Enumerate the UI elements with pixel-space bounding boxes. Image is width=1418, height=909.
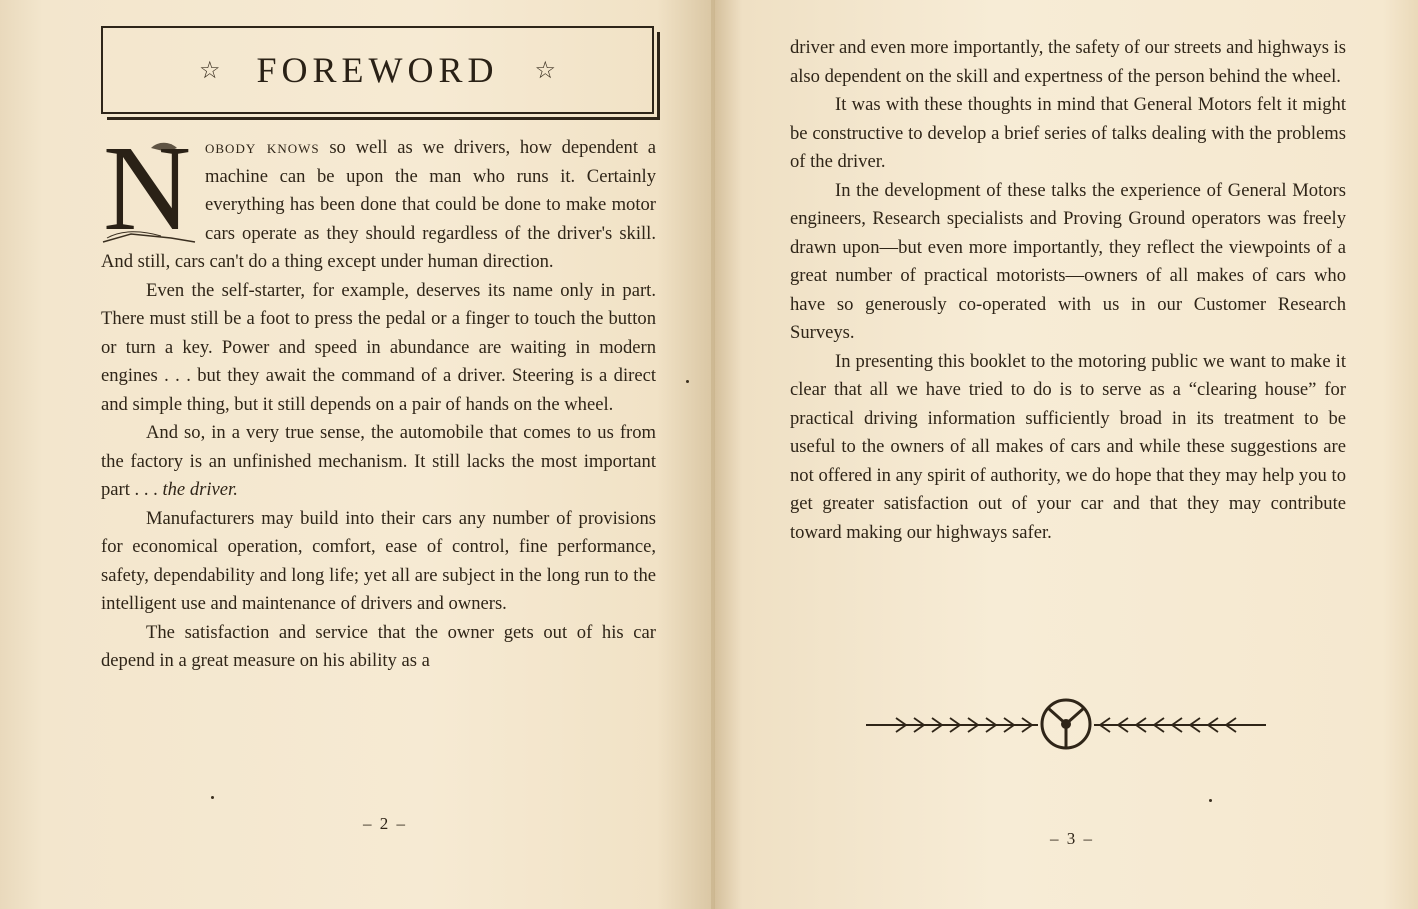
paragraph	[101, 121, 656, 277]
opening-smallcaps: obody knows	[205, 137, 320, 158]
paragraph-text: And so, in a very true sense, the automobile that comes to us from the factory is an unfinished mechanism. It still lacks the most important part . . .	[101, 422, 656, 500]
paper-speck	[686, 380, 689, 383]
paper-speck	[1209, 799, 1212, 802]
paragraph: In the development of these talks the experience of General Motors engineers, Research specialists and Proving Ground operators was freely drawn upon—but even more importantly, they reflect the viewpoints of a great number of practical motorists—owners of all makes of cars who have so generously co-operated with us in our Customer Research Surveys.	[790, 179, 1346, 343]
paragraph: It was with these thoughts in mind that General Motors felt it might be constructive to develop a brief series of talks dealing with the problems of the driver.	[790, 94, 1346, 172]
italic-emphasis: the driver.	[162, 479, 238, 500]
star-icon: ☆	[198, 56, 221, 84]
paragraph: Even the self-starter, for example, deserves its name only in part. There must still be a foot to press the pedal or a finger to touch the button or turn a key. Power and speed in abundance are waiting in modern engines . . . but they await the command of a driver. Steering is a direct and simple thing, but it still depends on a pair of hands on the wheel.	[101, 279, 656, 415]
foreword-title-box	[101, 26, 654, 114]
page-title: FOREWORD	[256, 50, 499, 90]
paragraph: Manufacturers may build into their cars any number of provisions for economical operation, comfort, ease of control, fine performance, safety, dependability and long life; yet all are subject in the long run to the intelligent use and maintenance of drivers and owners.	[101, 507, 656, 614]
page-number-right: – 3 –	[1050, 829, 1094, 848]
decorative-dropcap	[101, 121, 197, 256]
paper-speck	[211, 796, 214, 799]
paragraph: In presenting this booklet to the motoring public we want to make it clear that all we have tried to do is to serve as a “clearing house” for practical driving information sufficiently broad in its treatment to be useful to the owners of all makes of cars and while these suggestions are not offered in any spirit of authority, we do hope that they may help you to get greater satisfaction out of your car and that they may contribute toward making our highways safer.	[790, 350, 1346, 543]
right-page-text	[790, 34, 1346, 547]
paragraph	[101, 419, 656, 505]
star-icon: ☆	[534, 56, 557, 84]
paragraph: The satisfaction and service that the owner gets out of his car depend in a great measure on his ability as a	[101, 621, 656, 671]
steering-wheel-ornament-icon	[866, 696, 1266, 752]
paragraph: driver and even more importantly, the safety of our streets and highways is also dependent on the skill and expertness of the person behind the wheel.	[790, 37, 1346, 87]
page-number-left: – 2 –	[363, 814, 407, 833]
left-page-text	[101, 121, 656, 676]
paragraph-text: so well as we drivers, how dependent a machine can be upon the man who runs it. Certainly everything has been done that could be done to make motor cars operate as they should regardless of the driver's skill. And still, cars can't do a thing except under human direction.	[101, 137, 656, 272]
dropcap-letter: N	[103, 121, 192, 256]
book-gutter	[711, 0, 715, 909]
